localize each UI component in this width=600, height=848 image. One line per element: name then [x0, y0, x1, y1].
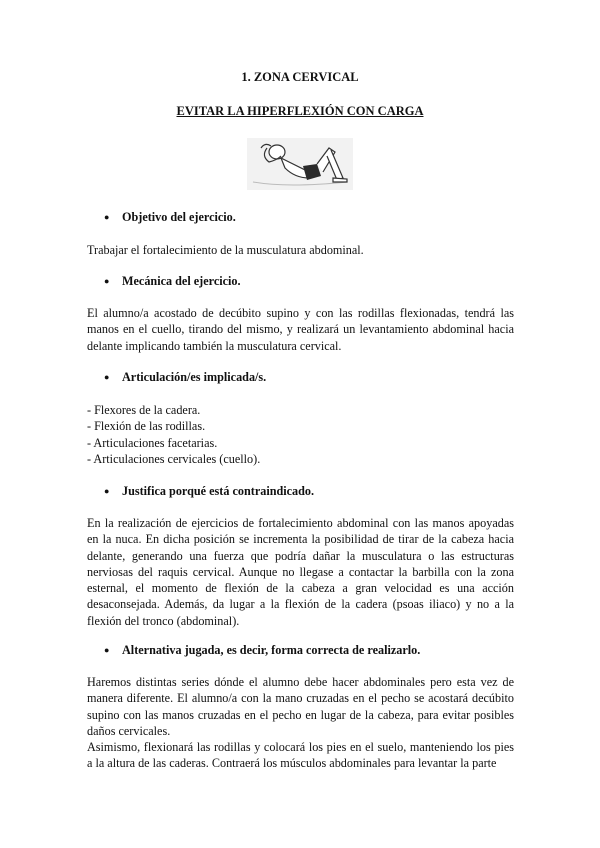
bullet-icon: ● [104, 486, 110, 496]
bullet-icon: ● [104, 372, 110, 382]
bullet-icon: ● [104, 276, 110, 286]
section-number-title: 1. ZONA CERVICAL [241, 70, 359, 84]
list-item: - Flexores de la cadera. [87, 403, 201, 417]
justifica-paragraph: En la realización de ejercicios de fortalecimiento abdominal con las manos apoyadas en la nuca. En dicha posición se incrementa la posibilidad de tirar de la cabeza hacia delante, generando una fuerza que podría dañar la musculatura o las estructuras nerviosas del raquis cervical. Aunque no llegase a contactar la barbilla con la zona esternal, el momento de flexión de la cabeza a gran velocidad es una acción desaconsejada. Además, da lugar a la flexión de la cadera (psoas iliaco) y no a la flexión del tronco (abdominal). [87, 516, 514, 628]
alternativa-paragraph-2: Asimismo, flexionará las rodillas y colocará los pies en el suelo, manteniendo los pies a la altura de las caderas. Contraerá los músculos abdominales para levantar la parte [87, 740, 514, 771]
bullet-heading-objetivo [104, 210, 236, 225]
heading-text: Mecánica del ejercicio. [122, 274, 241, 288]
bullet-heading-articulaciones [104, 370, 266, 385]
heading-text: Articulación/es implicada/s. [122, 370, 267, 384]
crunch-exercise-figure-icon [247, 138, 353, 190]
list-item: - Articulaciones facetarias. [87, 435, 218, 450]
articulaciones-list [87, 402, 260, 467]
list-item: - Articulaciones cervicales (cuello). [87, 451, 261, 466]
heading-text: Alternativa jugada, es decir, forma correcta de realizarlo. [122, 643, 421, 657]
bullet-heading-justifica [104, 484, 314, 499]
heading-text: Justifica porqué está contraindicado. [122, 484, 315, 498]
list-item: - Flexión de las rodillas. [87, 419, 206, 434]
bullet-heading-mecanica [104, 274, 241, 289]
bullet-icon: ● [104, 645, 110, 655]
bullet-heading-alternativa [104, 643, 420, 658]
alternativa-paragraph-1: Haremos distintas series dónde el alumno debe hacer abdominales pero esta vez de manera diferente. El alumno/a con la mano cruzadas en el pecho se acostará decúbito supino con las manos cruzadas en el pecho en lugar de la cabeza, para evitar posibles daños cervicales. [87, 675, 514, 738]
bullet-icon: ● [104, 212, 110, 222]
heading-text: Objetivo del ejercicio. [122, 210, 236, 224]
objetivo-paragraph: Trabajar el fortalecimiento de la musculatura abdominal. [87, 243, 364, 257]
page-title: EVITAR LA HIPERFLEXIÓN CON CARGA [176, 104, 424, 118]
mecanica-paragraph: El alumno/a acostado de decúbito supino y con las rodillas flexionadas, tendrá las manos en el cuello, tirando del mismo, y realizará un levantamiento abdominal hacia delante implicando también la musculatura cervical. [87, 306, 514, 353]
